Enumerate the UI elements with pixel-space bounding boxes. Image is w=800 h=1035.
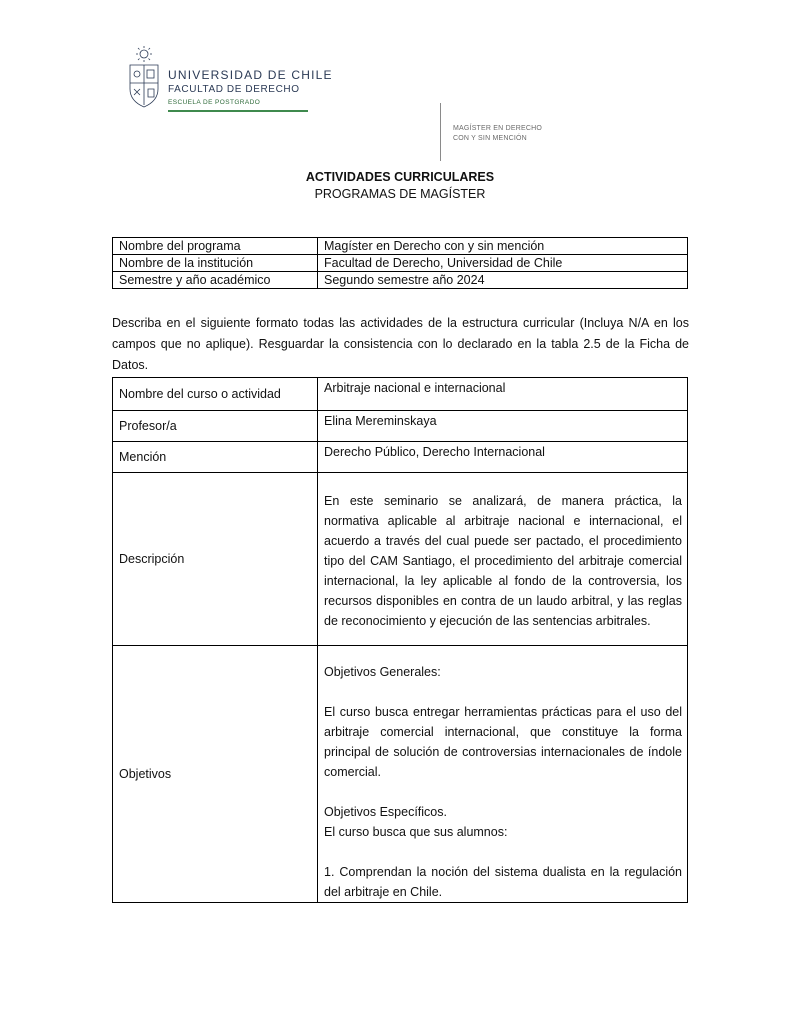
table-row: [113, 411, 688, 442]
objectives-value: [318, 646, 688, 903]
faculty-name: FACULTAD DE DERECHO: [168, 84, 300, 95]
description-label: Descripción: [113, 473, 318, 646]
program-tag-line2: CON Y SIN MENCIÓN: [453, 135, 527, 142]
info-value: Segundo semestre año 2024: [318, 272, 688, 289]
activity-table: [112, 377, 688, 903]
university-crest-icon: [126, 45, 162, 111]
instructions-paragraph: Describa en el siguiente formato todas las actividades de la estructura curricular (Incluya N/A en los campos que no aplique). Resguardar la consistencia con lo declarado en la tabla 2.5 de la Ficha de Datos.: [112, 316, 689, 372]
info-value: Magíster en Derecho con y sin mención: [318, 238, 688, 255]
green-divider: [168, 110, 308, 112]
info-key: Nombre de la institución: [113, 255, 318, 272]
objectives-specific-intro: El curso busca que sus alumnos:: [324, 825, 508, 839]
program-info-table: [112, 237, 688, 289]
university-name: UNIVERSIDAD DE CHILE: [168, 68, 333, 82]
document-title: ACTIVIDADES CURRICULARES: [305, 170, 495, 184]
objectives-label: Objetivos: [113, 646, 318, 903]
table-row: [113, 238, 688, 255]
professor-label: Profesor/a: [113, 411, 318, 442]
mention-value: Derecho Público, Derecho Internacional: [318, 442, 688, 473]
info-value: Facultad de Derecho, Universidad de Chile: [318, 255, 688, 272]
objectives-specific-item: 1. Comprendan la noción del sistema dualista en la regulación del arbitraje en Chile.: [324, 865, 682, 899]
school-name: ESCUELA DE POSTGRADO: [168, 99, 261, 106]
table-row: [113, 442, 688, 473]
objectives-general-text: El curso busca entregar herramientas prácticas para el uso del arbitraje comercial internacional, que constituye la forma principal de solución de controversias internacionales de índole comercial.: [324, 705, 682, 779]
letterhead: [126, 45, 542, 142]
table-row: [113, 378, 688, 411]
description-value: En este seminario se analizará, de manera práctica, la normativa aplicable al arbitraje nacional e internacional, el acuerdo a través del cual puede ser pactado, el procedimiento tipo del CAM Santiago, el procedimiento del arbitraje comercial internacional, la ley aplicable al fondo de la controversia, los recursos disponibles en contra de un laudo arbitral, y las reglas de reconocimiento y ejecución de las sentencias arbitrales.: [318, 473, 688, 646]
course-label: Nombre del curso o actividad: [113, 378, 318, 411]
table-row: [113, 255, 688, 272]
objectives-general-heading: Objetivos Generales:: [324, 665, 441, 679]
vertical-divider: [440, 103, 441, 161]
mention-label: Mención: [113, 442, 318, 473]
program-tag: [453, 124, 542, 144]
program-tag-line1: MAGÍSTER EN DERECHO: [453, 125, 542, 132]
professor-value: Elina Mereminskaya: [318, 411, 688, 442]
info-key: Nombre del programa: [113, 238, 318, 255]
objectives-specific-heading: Objetivos Específicos.: [324, 805, 447, 819]
table-row: [113, 646, 688, 903]
table-row: [113, 473, 688, 646]
course-value: Arbitraje nacional e internacional: [318, 378, 688, 411]
info-key: Semestre y año académico: [113, 272, 318, 289]
document-subtitle: PROGRAMAS DE MAGÍSTER: [314, 187, 486, 201]
table-row: [113, 272, 688, 289]
